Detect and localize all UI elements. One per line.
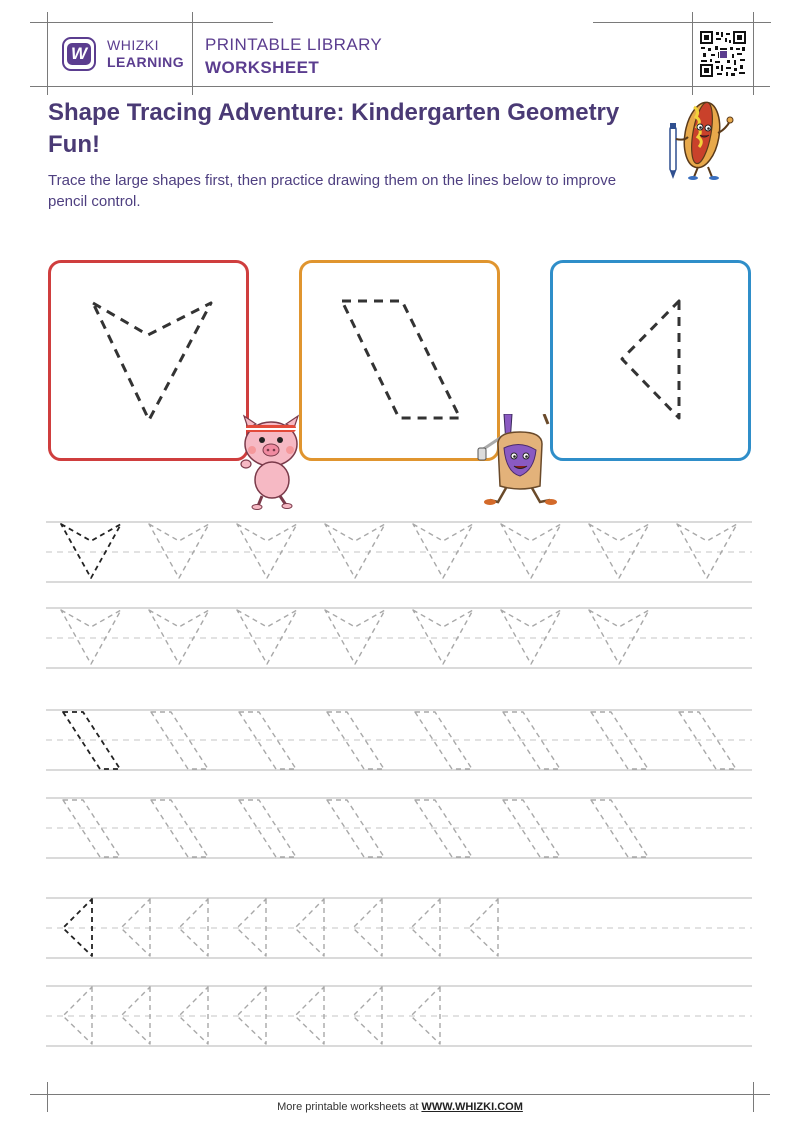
hotdog-mascot-illustration <box>664 93 736 181</box>
practice-tracing-area[interactable] <box>46 510 756 1050</box>
shape-card-arrowhead <box>48 260 249 461</box>
tracing-arrowhead-practice <box>677 524 737 578</box>
footer-prefix: More printable worksheets at <box>277 1101 422 1113</box>
shape-card-parallelogram <box>299 260 500 461</box>
tracing-arrowhead-practice <box>149 524 209 578</box>
tracing-triangle-practice <box>237 899 266 956</box>
arrowhead-tracing-shape[interactable] <box>51 263 246 458</box>
footer-text <box>0 1101 800 1113</box>
triangle-tracing-shape[interactable] <box>553 263 748 458</box>
instructions-text: Trace the large shapes first, then practice drawing them on the lines below to improve pencil control. <box>48 172 617 210</box>
tracing-arrowhead-practice <box>237 524 297 578</box>
top-border-line-right <box>593 22 771 23</box>
top-border-line-left <box>30 22 273 23</box>
tracing-arrowhead-practice <box>325 610 385 664</box>
tracing-triangle-practice <box>469 899 498 956</box>
shape-card-triangle <box>550 260 751 461</box>
tracing-arrowhead-example <box>61 524 121 578</box>
brand-name-line2: LEARNING <box>107 54 185 70</box>
worksheet-label: WORKSHEET <box>205 58 320 77</box>
tracing-arrowhead-practice <box>325 524 385 578</box>
tracing-triangle-practice <box>237 987 266 1044</box>
whizki-logo <box>62 37 96 71</box>
tracing-arrowhead-practice <box>589 524 649 578</box>
footer-link[interactable]: WWW.WHIZKI.COM <box>421 1101 523 1113</box>
tracing-triangle-practice <box>63 987 92 1044</box>
header-mid-rule <box>192 12 193 95</box>
page-title: Shape Tracing Adventure: Kindergarten Geometry Fun! <box>48 99 620 158</box>
tracing-arrowhead-practice <box>501 524 561 578</box>
header-right-rule1 <box>692 12 693 95</box>
library-label: PRINTABLE LIBRARY <box>205 35 383 54</box>
qr-code-icon <box>699 30 747 78</box>
footer-divider-line <box>30 1094 770 1095</box>
tracing-arrowhead-practice <box>589 610 649 664</box>
tracing-arrowhead-practice <box>413 524 473 578</box>
pig-mascot-illustration <box>236 412 306 510</box>
header-right-rule2 <box>753 12 754 95</box>
brand-name-line1: WHIZKI <box>107 37 159 53</box>
logo-letter: W <box>67 43 91 65</box>
tracing-arrowhead-practice <box>413 610 473 664</box>
tracing-triangle-example <box>63 899 92 956</box>
header-divider-line <box>30 86 770 87</box>
tracing-arrowhead-practice <box>149 610 209 664</box>
header-left-rule <box>47 12 48 95</box>
tracing-arrowhead-practice <box>501 610 561 664</box>
toast-mascot-illustration <box>476 414 562 514</box>
tracing-arrowhead-practice <box>61 610 121 664</box>
parallelogram-tracing-shape[interactable] <box>302 263 497 458</box>
tracing-arrowhead-practice <box>237 610 297 664</box>
